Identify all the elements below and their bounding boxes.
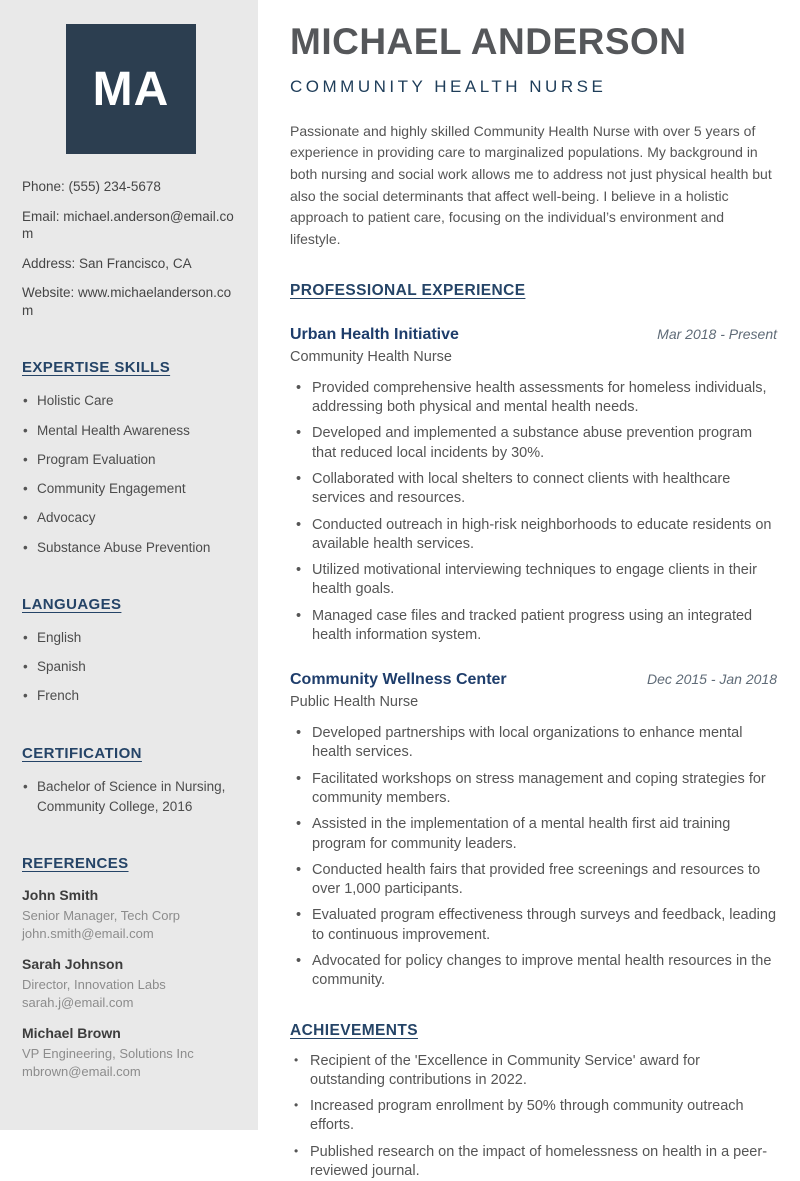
achievement-item: • Increased program enrollment by 50% through community outreach efforts.: [294, 1097, 777, 1136]
job-role: Community Health Nurse: [290, 348, 452, 365]
language-item: • French: [22, 686, 240, 706]
languages-list: [22, 628, 240, 707]
experience-entry: [290, 326, 777, 645]
references-list: [22, 887, 240, 1080]
avatar: [66, 24, 196, 154]
job-bullet: • Collaborated with local shelters to connect clients with healthcare services and resources.: [296, 470, 777, 509]
job-bullet: • Developed partnerships with local organizations to enhance mental health services.: [296, 724, 777, 763]
job-bullet: • Conducted health fairs that provided free screenings and resources to over 1,000 participants.: [296, 861, 777, 900]
job-company: Community Wellness Center: [290, 671, 507, 689]
contact-website: Website: www.michaelanderson.com: [22, 285, 232, 318]
languages-heading: LANGUAGES: [22, 595, 122, 613]
experience-heading: PROFESSIONAL EXPERIENCE: [290, 281, 526, 299]
job-bullet-list: [290, 379, 777, 645]
experience-entry: [290, 671, 777, 990]
reference-entry: [22, 1025, 240, 1080]
job-title-subtitle: COMMUNITY HEALTH NURSE: [290, 76, 607, 96]
achievements-heading: ACHIEVEMENTS: [290, 1021, 418, 1039]
language-item: • Spanish: [22, 657, 240, 677]
reference-name: John Smith: [22, 887, 99, 904]
job-bullet: • Advocated for policy changes to improve mental health resources in the community.: [296, 952, 777, 991]
main-content: [258, 0, 800, 1179]
skills-heading: EXPERTISE SKILLS: [22, 359, 171, 377]
job-bullet: • Provided comprehensive health assessments for homeless individuals, addressing both physical and mental health needs.: [296, 379, 777, 418]
reference-name: Michael Brown: [22, 1025, 121, 1042]
job-bullet: • Managed case files and tracked patient progress using an integrated health information system.: [296, 607, 777, 646]
job-company: Urban Health Initiative: [290, 325, 459, 343]
reference-role: VP Engineering, Solutions Inc: [22, 1046, 194, 1062]
job-bullet: • Evaluated program effectiveness through surveys and feedback, leading to continuous improvement.: [296, 906, 777, 945]
certification-heading: CERTIFICATION: [22, 744, 142, 762]
reference-entry: [22, 956, 240, 1011]
achievement-item: • Recipient of the 'Excellence in Community Service' award for outstanding contributions in 2022.: [294, 1052, 777, 1091]
job-header: [290, 326, 777, 344]
avatar-initials: MA: [92, 62, 170, 116]
skill-item: • Mental Health Awareness: [22, 421, 240, 441]
reference-role: Senior Manager, Tech Corp: [22, 908, 181, 924]
page-title: MICHAEL ANDERSON: [290, 21, 687, 62]
job-dates: Mar 2018 - Present: [657, 325, 777, 342]
job-bullet: • Developed and implemented a substance abuse prevention program that reduced local incidents by 30%.: [296, 424, 777, 463]
summary-paragraph: Passionate and highly skilled Community Health Nurse with over 5 years of experience in providing care to marginalized populations. My background in both nursing and social work allows me to address not just physical health but also the social determinants that affect well-being. I believe in a holistic approach to patient care, focusing on the individual’s environment and lifestyle.: [290, 122, 772, 248]
contact-phone: Phone: (555) 234-5678: [22, 179, 161, 194]
achievements-list: [290, 1052, 777, 1181]
contact-info: [22, 178, 240, 319]
skills-list: [22, 391, 240, 558]
job-role: Public Health Nurse: [290, 694, 419, 711]
contact-address: Address: San Francisco, CA: [22, 255, 192, 271]
job-bullet: • Conducted outreach in high-risk neighborhoods to educate residents on available health services.: [296, 516, 777, 555]
reference-email: john.smith@email.com: [22, 925, 154, 941]
certification-item: • Bachelor of Science in Nursing, Community College, 2016: [22, 777, 240, 818]
job-dates: Dec 2015 - Jan 2018: [647, 671, 777, 688]
language-item: • English: [22, 628, 240, 648]
skill-item: • Holistic Care: [22, 391, 240, 411]
contact-email: Email: michael.anderson@email.com: [22, 208, 234, 242]
sidebar: [0, 0, 258, 1130]
job-bullet: • Assisted in the implementation of a mental health first aid training program for community leaders.: [296, 815, 777, 854]
job-bullet: • Facilitated workshops on stress management and coping strategies for community members.: [296, 770, 777, 809]
skill-item: • Advocacy: [22, 508, 240, 528]
job-header: [290, 671, 777, 689]
certification-list: [22, 777, 240, 818]
job-bullet: • Utilized motivational interviewing techniques to engage clients in their health goals.: [296, 561, 777, 600]
references-heading: REFERENCES: [22, 855, 129, 873]
skill-item: • Program Evaluation: [22, 450, 240, 470]
achievement-item: • Published research on the impact of homelessness on health in a peer-reviewed journal.: [294, 1143, 777, 1181]
reference-email: sarah.j@email.com: [22, 994, 134, 1010]
skill-item: • Substance Abuse Prevention: [22, 538, 240, 558]
reference-role: Director, Innovation Labs: [22, 977, 166, 993]
skill-item: • Community Engagement: [22, 479, 240, 499]
job-bullet-list: [290, 724, 777, 990]
reference-email: mbrown@email.com: [22, 1063, 141, 1079]
reference-entry: [22, 887, 240, 942]
reference-name: Sarah Johnson: [22, 956, 124, 973]
